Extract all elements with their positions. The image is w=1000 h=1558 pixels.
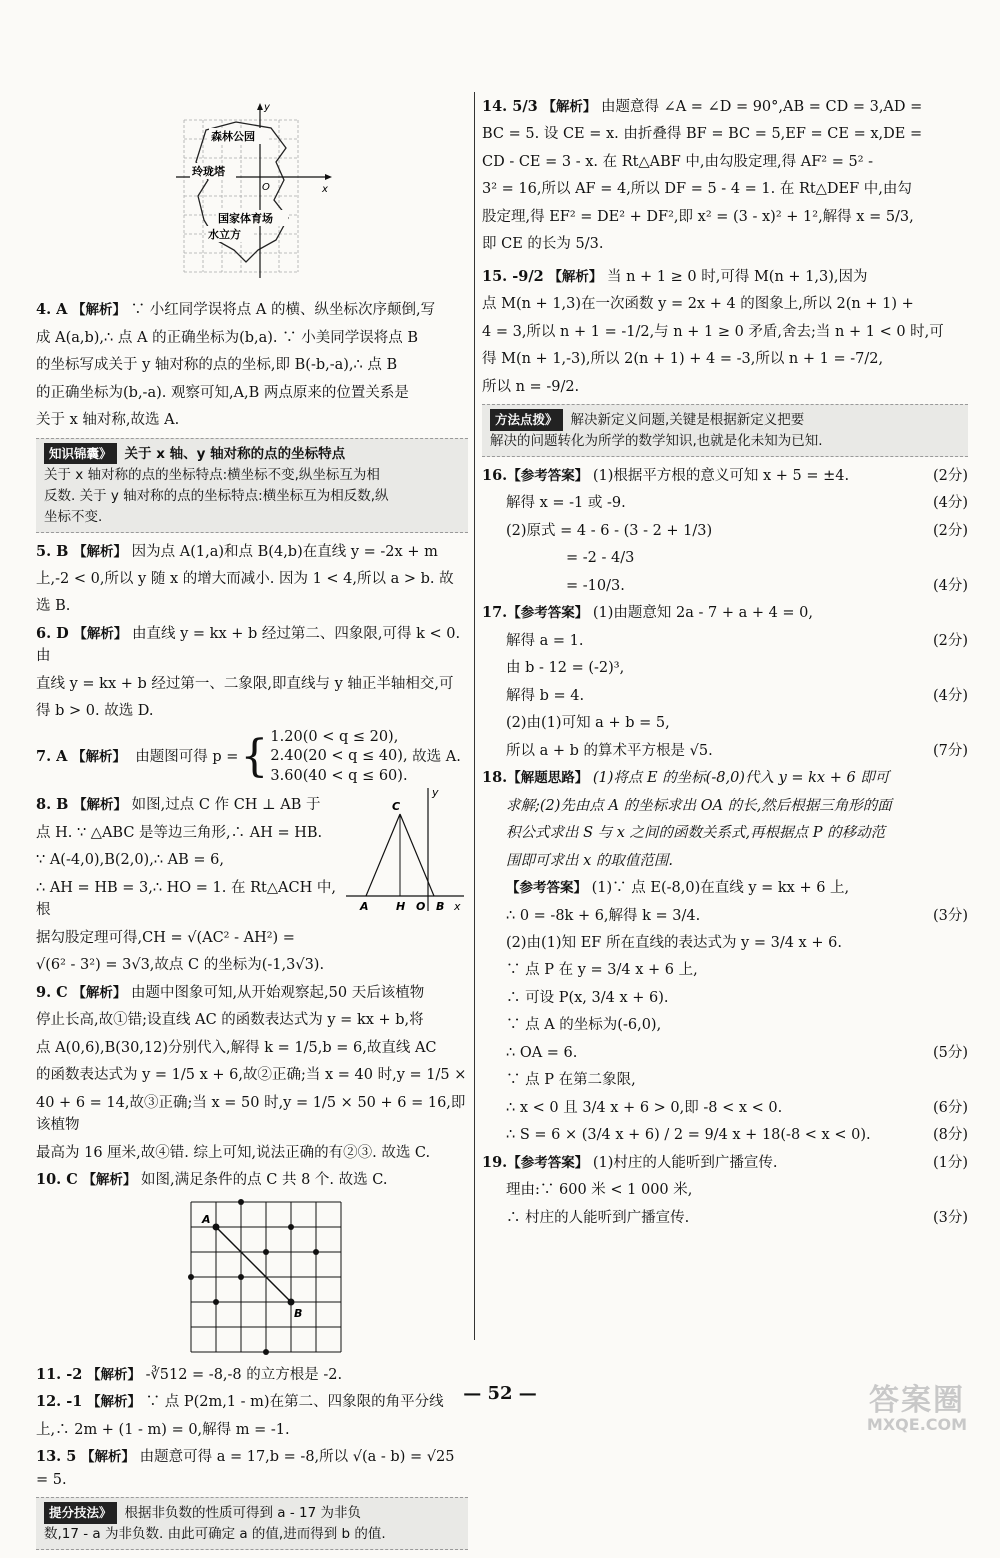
- q12-line: ∵ 点 P(2m,1 - m)在第二、四象限的角平分线: [145, 1394, 444, 1411]
- fig10-label-b: B: [294, 1306, 303, 1320]
- q6-number: 6. D: [36, 624, 69, 642]
- q17-row: (1)由题意知 2a - 7 + a + 4 = 0,: [592, 605, 814, 622]
- q17-row: 所以 a + b 的算术平方根是 √5.: [506, 742, 713, 759]
- q13-text: 由题意可得 a = 17,b = -8,所以 √(a - b) = √25 = 5.: [36, 1449, 455, 1488]
- watermark-top: 答案圈: [869, 1383, 965, 1418]
- q8-line: 点 H. ∵ △ABC 是等边三角形,∴ AH = HB.: [36, 824, 323, 841]
- triangle-figure: [346, 786, 466, 916]
- question-14: [482, 96, 968, 256]
- map-label-linglong-tower: 玲珑塔: [192, 165, 225, 178]
- question-6: [36, 623, 468, 723]
- q16-tag: 【参考答案】: [507, 468, 589, 484]
- q18-idea-line: 围即可求出 x 的取值范围.: [506, 852, 674, 869]
- q18-row: (2)由(1)知 EF 所在直线的表达式为 y = 3/4 x + 6.: [506, 934, 842, 951]
- q8-line: √(6² - 3²) = 3√3,故点 C 的坐标为(-1,3√3).: [36, 957, 325, 974]
- q4-tag: 【解析】: [72, 302, 127, 319]
- knowledge-line: 反数. 关于 y 轴对称的点的坐标特点:横坐标互为相反数,纵: [44, 487, 389, 504]
- q17-number: 17.: [482, 604, 508, 622]
- method-tip-line: 解决新定义问题,关键是根据新定义把要: [570, 412, 805, 429]
- q4-line: 的坐标写成关于 y 轴对称的点的坐标,即 B(-b,-a),∴ 点 B: [36, 357, 398, 374]
- question-9: [36, 982, 468, 1164]
- question-18: [482, 767, 968, 1147]
- fig8-label: x: [454, 900, 461, 914]
- q14-line: 由题意得 ∠A = ∠D = 90°,AB = CD = 3,AD =: [600, 99, 923, 115]
- knowledge-line: 关于 x 轴对称的点的坐标特点:横坐标不变,纵坐标互为相: [44, 466, 380, 483]
- q17-score: (7分): [932, 742, 968, 759]
- origin-label: O: [262, 182, 270, 193]
- q19-score: (3分): [932, 1209, 968, 1226]
- right-column: [482, 96, 968, 1234]
- q17-row: 解得 b = 4.: [506, 687, 585, 704]
- q16-score: (2分): [932, 468, 968, 484]
- question-17: [482, 602, 968, 762]
- q8-line: ∵ A(-4,0),B(2,0),∴ AB = 6,: [36, 852, 224, 869]
- knowledge-tip-box: [36, 438, 468, 533]
- q18-answer-tag: 【参考答案】: [506, 880, 587, 897]
- q18-score: (8分): [932, 1127, 968, 1144]
- q10-text: 如图,满足条件的点 C 共 8 个. 故选 C.: [141, 1172, 388, 1189]
- q5-number: 5. B: [36, 542, 69, 560]
- q10-number: 10. C: [36, 1171, 78, 1189]
- map-label-forest-park: 森林公园: [211, 130, 255, 143]
- fig8-label: O: [416, 900, 426, 914]
- q19-score: (1分): [932, 1154, 968, 1171]
- q7-case: 3.60(40 < q ≤ 60).: [270, 767, 408, 784]
- q9-line: 的函数表达式为 y = 1/5 x + 6,故②正确;当 x = 40 时,y = 1/5 ×: [36, 1067, 467, 1084]
- method-tip-line: 解决的问题转化为所学的数学知识,也就是化未知为已知.: [490, 433, 823, 450]
- score-tip-line: 根据非负数的性质可得到 a - 17 为非负: [124, 1505, 362, 1522]
- q4-line: 成 A(a,b),∴ 点 A 的正确坐标为(b,a). ∵ 小美同学误将点 B: [36, 329, 419, 346]
- q8-line: 据勾股定理可得,CH = √(AC² - AH²) =: [36, 929, 295, 946]
- q9-line: 由题中图象可知,从开始观察起,50 天后该植物: [130, 984, 425, 1001]
- fig8-label: H: [396, 900, 406, 914]
- score-tip-badge: 提分技法》: [44, 1502, 117, 1523]
- q18-row: ∴ 0 = -8k + 6,解得 k = 3/4.: [506, 907, 701, 924]
- q16-row: (1)根据平方根的意义可知 x + 5 = ±4.: [592, 468, 850, 484]
- q11-text: -∛512 = -8,-8 的立方根是 -2.: [145, 1366, 343, 1383]
- q17-row: 由 b - 12 = (-2)³,: [506, 660, 625, 677]
- map-label-national-stadium: 国家体育场: [218, 212, 273, 225]
- q15-line: 所以 n = -9/2.: [482, 378, 580, 395]
- q17-row: 解得 a = 1.: [506, 632, 584, 649]
- page-number: — 52 —: [463, 1383, 537, 1404]
- q5-line: 上,-2 < 0,所以 y 随 x 的增大而减小. 因为 1 < 4,所以 a > b. 故: [36, 570, 454, 587]
- q18-score: (6分): [932, 1099, 968, 1116]
- q14-line: 股定理,得 EF² = DE² + DF²,即 x² = (3 - x)² + 1²,解得 x = 5/3,: [482, 208, 914, 225]
- q16-score: (2分): [932, 522, 968, 539]
- q11-number: 11. -2: [36, 1365, 83, 1383]
- q6-line: 由直线 y = kx + b 经过第二、四象限,可得 k < 0. 由: [36, 625, 461, 665]
- q16-number: 16.: [482, 467, 508, 484]
- q14-tag: 【解析】: [542, 99, 597, 115]
- q4-line: 的正确坐标为(b,-a). 观察可知,A,B 两点原来的位置关系是: [36, 384, 409, 401]
- q16-row: = -2 - 4/3: [566, 550, 635, 567]
- q6-tag: 【解析】: [73, 625, 128, 642]
- question-7: [36, 728, 468, 787]
- q14-line: 即 CE 的长为 5/3.: [482, 236, 604, 253]
- q18-score: (5分): [932, 1044, 968, 1061]
- q18-row: ∴ S = 6 × (3/4 x + 6) / 2 = 9/4 x + 18(-8 < x < 0).: [506, 1127, 871, 1144]
- q10-tag: 【解析】: [82, 1172, 137, 1189]
- method-tip-badge: 方法点拨》: [490, 409, 563, 430]
- score-tip-line: 数,17 - a 为非负数. 由此可确定 a 的值,进而得到 b 的值.: [44, 1526, 386, 1543]
- q18-row: ∴ x < 0 且 3/4 x + 6 > 0,即 -8 < x < 0.: [506, 1099, 783, 1116]
- q18-row: ∵ 点 A 的坐标为(-6,0),: [506, 1017, 662, 1034]
- q6-line: 直线 y = kx + b 经过第一、二象限,即直线与 y 轴正半轴相交,可: [36, 675, 454, 692]
- fig10-label-a: A: [202, 1212, 211, 1226]
- column-divider: [474, 92, 475, 1340]
- q12-tag: 【解析】: [87, 1394, 141, 1411]
- q18-row: ∵ 点 P 在 y = 3/4 x + 6 上,: [506, 962, 698, 979]
- q12-line: 上,∴ 2m + (1 - m) = 0,解得 m = -1.: [36, 1421, 290, 1438]
- q13-number: 13. 5: [36, 1448, 77, 1466]
- q19-number: 19.: [482, 1153, 508, 1171]
- method-tip-box: [482, 404, 968, 457]
- q11-tag: 【解析】: [87, 1366, 141, 1383]
- score-tip-box: [36, 1497, 468, 1550]
- q15-line: 4 = 3,所以 n + 1 = -1/2,与 n + 1 ≥ 0 矛盾,舍去;当 n + 1 < 0 时,可: [482, 323, 944, 340]
- q4-line: 关于 x 轴对称,故选 A.: [36, 412, 180, 429]
- q16-score: (4分): [932, 495, 968, 512]
- question-15: [482, 266, 968, 398]
- q15-line: 当 n + 1 ≥ 0 时,可得 M(n + 1,3),因为: [607, 268, 868, 285]
- q14-line: 3² = 16,所以 AF = 4,所以 DF = 5 - 4 = 1. 在 Rt△DEF 中,由勾: [482, 181, 912, 198]
- q7-tail: 故选 A.: [412, 748, 461, 765]
- coordinate-map-svg: [176, 100, 336, 282]
- q19-row: (1)村庄的人能听到广播宣传.: [592, 1154, 778, 1171]
- q14-line: BC = 5. 设 CE = x. 由折叠得 BF = BC = 5,EF = CE = x,DE =: [482, 126, 923, 143]
- q4-number: 4. A: [36, 301, 68, 319]
- q9-number: 9. C: [36, 983, 68, 1001]
- q9-tag: 【解析】: [72, 984, 127, 1001]
- q5-line: 选 B.: [36, 598, 71, 615]
- q15-line: 点 M(n + 1,3)在一次函数 y = 2x + 4 的图象上,所以 2(n + 1) +: [482, 296, 914, 313]
- q16-row: 解得 x = -1 或 -9.: [506, 495, 626, 512]
- watermark-logo: [852, 1383, 982, 1436]
- q5-line: 因为点 A(1,a)和点 B(4,b)在直线 y = -2x + m: [131, 543, 438, 560]
- q18-row: ∴ 可设 P(x, 3/4 x + 6).: [506, 989, 669, 1006]
- q14-line: CD - CE = 3 - x. 在 Rt△ABF 中,由勾股定理,得 AF² = 5² -: [482, 153, 874, 170]
- question-10: [36, 1169, 468, 1364]
- q17-row: (2)由(1)可知 a + b = 5,: [506, 715, 670, 732]
- q18-row: ∴ OA = 6.: [506, 1044, 578, 1061]
- question-5: [36, 541, 468, 618]
- fig8-label: y: [432, 786, 439, 800]
- left-column: [36, 96, 468, 1558]
- map-figure: [176, 100, 468, 289]
- q18-idea-line: 求解;(2)先由点 A 的坐标求出 OA 的长,然后根据三角形的面: [506, 797, 892, 814]
- q15-number: 15. -9/2: [482, 267, 544, 285]
- q7-number: 7. A: [36, 747, 68, 765]
- knowledge-heading: 关于 x 轴、y 轴对称的点的坐标特点: [124, 445, 346, 462]
- knowledge-line: 坐标不变.: [44, 508, 103, 525]
- q15-tag: 【解析】: [548, 268, 603, 285]
- q16-row: (2)原式 = 4 - 6 - (3 - 2 + 1/3): [506, 522, 713, 539]
- q7-case: 1.20(0 < q ≤ 20),: [270, 728, 399, 745]
- q5-tag: 【解析】: [73, 543, 128, 560]
- q18-idea-line: (1)将点 E 的坐标(-8,0)代入 y = kx + 6 即可: [592, 770, 890, 787]
- q18-tag: 【解题思路】: [507, 770, 589, 787]
- q14-number: 14. 5/3: [482, 98, 538, 115]
- q7-text: 由题图可得 p =: [135, 748, 239, 765]
- knowledge-badge: 知识锦囊》: [44, 443, 117, 464]
- q8-tag: 【解析】: [73, 797, 128, 814]
- q9-line: 点 A(0,6),B(30,12)分别代入,解得 k = 1/5,b = 6,故直线 AC: [36, 1039, 437, 1056]
- q7-brace: {: [240, 731, 269, 783]
- grid-figure: [186, 1197, 346, 1357]
- fig8-label: B: [436, 900, 445, 914]
- q17-score: (2分): [932, 632, 968, 649]
- q12-number: 12. -1: [36, 1393, 83, 1411]
- question-16: [482, 465, 968, 597]
- q8-line: 如图,过点 C 作 CH ⊥ AB 于: [131, 797, 321, 814]
- map-label-water-cube: 水立方: [208, 228, 241, 241]
- q7-case: 2.40(20 < q ≤ 40),: [270, 748, 408, 765]
- watermark-bottom: MXQE.COM: [866, 1415, 968, 1434]
- q18-number: 18.: [482, 769, 508, 787]
- question-13: [36, 1446, 468, 1491]
- fig8-label: C: [392, 800, 401, 814]
- q19-row: ∴ 村庄的人能听到广播宣传.: [506, 1209, 690, 1226]
- q17-score: (4分): [932, 687, 968, 704]
- y-axis-label: y: [264, 102, 270, 113]
- q6-line: 得 b > 0. 故选 D.: [36, 703, 154, 720]
- q4-line: ∵ 小红同学误将点 A 的横、纵坐标次序颠倒,写: [130, 302, 436, 319]
- q8-line: ∴ AH = HB = 3,∴ HO = 1. 在 Rt△ACH 中,根: [36, 879, 336, 919]
- q9-line: 停止长高,故①错;设直线 AC 的函数表达式为 y = kx + b,将: [36, 1012, 424, 1029]
- q18-idea-line: 积公式求出 S 与 x 之间的函数关系式,再根据点 P 的移动范: [506, 825, 886, 842]
- q18-row: ∵ 点 P 在第二象限,: [506, 1072, 636, 1089]
- q18-row: (1)∵ 点 E(-8,0)在直线 y = kx + 6 上,: [591, 880, 850, 897]
- fig8-label: A: [360, 900, 369, 914]
- q16-row: = -10/3.: [566, 577, 625, 594]
- q7-tag: 【解析】: [72, 748, 127, 765]
- x-axis-label: x: [322, 184, 328, 195]
- q9-line: 40 + 6 = 14,故③正确;当 x = 50 时,y = 1/5 × 50 + 6 = 16,即该植物: [36, 1094, 466, 1134]
- q18-score: (3分): [932, 907, 968, 924]
- q15-line: 得 M(n + 1,-3),所以 2(n + 1) + 4 = -3,所以 n + 1 = -7/2,: [482, 351, 884, 368]
- q9-line: 最高为 16 厘米,故④错. 综上可知,说法正确的有②③. 故选 C.: [36, 1144, 431, 1161]
- question-19: [482, 1152, 968, 1229]
- q17-tag: 【参考答案】: [507, 605, 589, 622]
- q19-row: 理由:∵ 600 米 < 1 000 米,: [506, 1182, 693, 1199]
- q8-number: 8. B: [36, 796, 69, 814]
- q13-tag: 【解析】: [80, 1449, 135, 1466]
- q16-score: (4分): [932, 577, 968, 594]
- q19-tag: 【参考答案】: [507, 1154, 589, 1171]
- question-8: [36, 786, 468, 976]
- question-4: [36, 299, 468, 431]
